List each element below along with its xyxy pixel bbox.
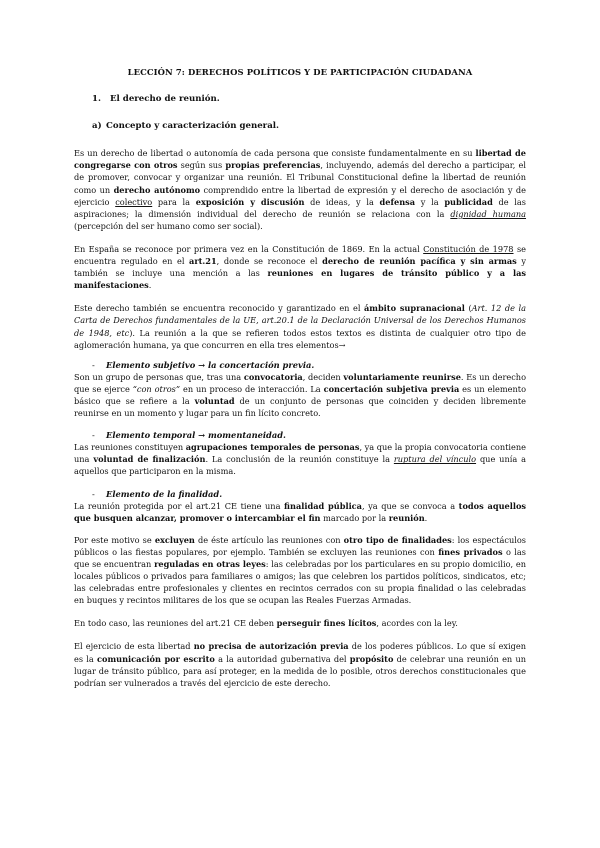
paragraph-exclusions (74, 534, 526, 607)
bold-run: todos aquellos que busquen alcanzar, promover o intercambiar el fin (74, 500, 527, 523)
text-run: se encuentra regulado en el (74, 243, 526, 267)
text-run: , incluyendo, además del derecho a participar, el de promover, convocar y organizar una reunión. El Tribunal Constitucional define la libertad de reunión como un (74, 160, 526, 195)
element-purpose-heading (92, 488, 526, 500)
text-run: : los espectáculos públicos o las fiestas populares, por ejemplo. También se excluyen las reuniones con (74, 534, 526, 557)
text-run: ( (464, 303, 472, 314)
text-run: que unía a aquellos que participaron en la misma. (74, 454, 526, 477)
italic-underlined-run: dignidad humana (450, 208, 527, 219)
text-run: comprendido entre la libertad de expresión y el derecho de asociación y de ejercicio (74, 184, 526, 207)
text-run: , ya que se convoca a (361, 500, 459, 511)
bold-run: voluntad de finalización (93, 454, 206, 465)
text-run: de un conjunto de personas que coinciden y deciden libremente reunirse en un momento y lugar para un fin lícito concreto. (74, 395, 526, 419)
bold-run: fines privados (438, 546, 503, 557)
bold-run: excluyen (154, 534, 195, 545)
bold-run: agrupaciones temporales de personas (185, 442, 360, 453)
italic-run: Art. 12 de la Carta de Derechos fundamentales de la UE, art.20.1 de la Declaración Universal de los Derechos Humanos de 1948, etc (74, 303, 526, 338)
text-run: de éste artículo las reuniones con (194, 534, 344, 545)
text-run: a la autoridad gubernativa del (214, 653, 350, 664)
section-title: El derecho de reunión. (110, 94, 220, 105)
text-run: : las celebradas por los particulares en su propio domicilio, en locales públicos o privados para familiares o amigos; las que celebren los partidos políticos, sindicatos, etc; las celebradas entre profesionales y clientes en recintos cerrados con su propia finalidad o las celebradas en buques y recintos militares de los que se ocupan las Reales Fuerzas Armadas. (74, 559, 527, 606)
bold-run: voluntad (194, 395, 235, 406)
bold-run: voluntariamente reunirse (343, 371, 461, 382)
element-title: Elemento temporal → momentaneidad. (106, 430, 286, 441)
list-dash: - (92, 430, 95, 441)
text-run: , ya que la propia convocatoria contiene una (74, 442, 526, 465)
bold-run: propósito (349, 653, 394, 664)
bold-run: derecho autónomo (113, 184, 201, 195)
bold-run: publicidad (444, 196, 493, 207)
bold-run: perseguir fines lícitos (276, 618, 377, 629)
text-run: para la (152, 196, 196, 207)
text-run: . La conclusión de la reunión constituye la (205, 454, 394, 465)
text-run: . (148, 280, 152, 291)
underlined-run: colectivo (115, 196, 153, 207)
bold-run: concertación subjetiva previa (323, 383, 460, 394)
text-run: de ideas, y la (304, 196, 380, 207)
text-run: ). La reunión a la que se refieren todos estos textos es distinta de cualquier otro tipo de aglomeración humana, ya que concurren en ella tres elementos→ (74, 327, 526, 350)
text-run: de las aspiraciones; la dimensión individual del derecho de reunión se relaciona con la (74, 196, 527, 219)
italic-run: “con otros” (132, 383, 181, 394)
text-run: . Es un derecho que se ejerce (74, 371, 526, 394)
element-temporal-heading (92, 429, 526, 441)
text-run: en un proceso de interacción. La (180, 383, 324, 394)
bold-run: otro tipo de finalidades (343, 534, 452, 545)
bold-run: ámbito supranacional (363, 303, 465, 314)
bold-run: reunión (388, 512, 425, 523)
bold-run: no precisa de autorización previa (193, 641, 349, 652)
text-run: En todo caso, las reuniones del art.21 CE deben (74, 618, 277, 629)
text-run: Es un derecho de libertad o autonomía de cada persona que consiste fundamentalmente en su (74, 148, 476, 159)
text-run: La reunión protegida por el art.21 CE tiene una (74, 500, 285, 511)
text-run: y la (415, 196, 445, 207)
text-run: es un elemento básico que se refiere a la (74, 383, 527, 406)
subsection-heading-a (92, 120, 526, 132)
section-number: 1. (92, 94, 101, 105)
text-run: o las que se encuentran (74, 546, 526, 569)
text-run: según sus (177, 160, 226, 171)
bold-run: convocatoria (243, 371, 303, 382)
text-run: , donde se reconoce el (216, 256, 323, 267)
bold-run: reguladas en otras leyes (154, 559, 266, 569)
paragraph-supranational (74, 302, 526, 350)
italic-underlined-run: ruptura del vínculo (393, 454, 477, 465)
text-run: de los poderes públicos. Lo que sí exigen es la (74, 641, 526, 664)
list-dash: - (92, 359, 95, 370)
text-run: , acordes con la ley. (376, 618, 458, 629)
lesson-title: LECCIÓN 7: DERECHOS POLÍTICOS Y DE PARTICIPACIÓN CIUDADANA (127, 67, 473, 77)
bold-run: finalidad pública (284, 500, 362, 511)
bold-run: exposición y discusión (195, 196, 305, 207)
paragraph-authorization (74, 640, 526, 688)
paragraph-licit-ends (74, 617, 526, 629)
bold-run: art.21 (189, 256, 217, 267)
element-title: Elemento de la finalidad. (106, 488, 223, 499)
text-run: . (424, 512, 428, 523)
element-purpose-body (74, 500, 526, 524)
text-run: y también se incluye una mención a las (74, 256, 526, 279)
text-run: de celebrar una reunión en un lugar de tránsito público, para así proteger, en la medida de lo posible, otros derechos constitucionales que podrían ser vulnerados a través del ejercicio de este derecho. (74, 653, 526, 688)
bold-run: defensa (379, 196, 416, 207)
underlined-run: Constitución de 1978 (423, 243, 514, 254)
text-run: Las reuniones constituyen (74, 442, 186, 453)
paragraph-spain (74, 243, 526, 291)
element-subjective-body (74, 371, 526, 419)
paragraph-definition (74, 147, 526, 232)
text-run: , deciden (302, 371, 344, 382)
text-run: marcado por la (320, 512, 389, 523)
list-dash: - (92, 488, 95, 499)
text-run: Este derecho también se encuentra reconocido y garantizado en el (74, 303, 364, 314)
bold-run: derecho de reunión pacífica y sin armas (322, 256, 517, 267)
text-run: En España se reconoce por primera vez en la Constitución de 1869. En la actual (74, 243, 424, 254)
subsection-title: Concepto y caracterización general. (106, 121, 280, 132)
bold-run: reuniones en lugares de tránsito público y a las manifestaciones (74, 268, 526, 291)
bold-run: libertad de congregarse con otros (74, 148, 526, 171)
bold-run: propias preferencias (225, 160, 321, 171)
text-run: Por este motivo se (74, 534, 155, 545)
bold-run: comunicación por escrito (97, 653, 215, 664)
text-run: (percepción del ser humano como ser social). (74, 220, 263, 231)
text-run: Son un grupo de personas que, tras una (74, 371, 244, 382)
element-subjective-heading (92, 359, 526, 371)
section-heading-1 (92, 93, 526, 105)
element-title: Elemento subjetivo → la concertación previa. (106, 359, 315, 370)
subsection-letter: a) (92, 121, 102, 132)
text-run: El ejercicio de esta libertad (74, 641, 194, 652)
element-temporal-body (74, 441, 526, 477)
